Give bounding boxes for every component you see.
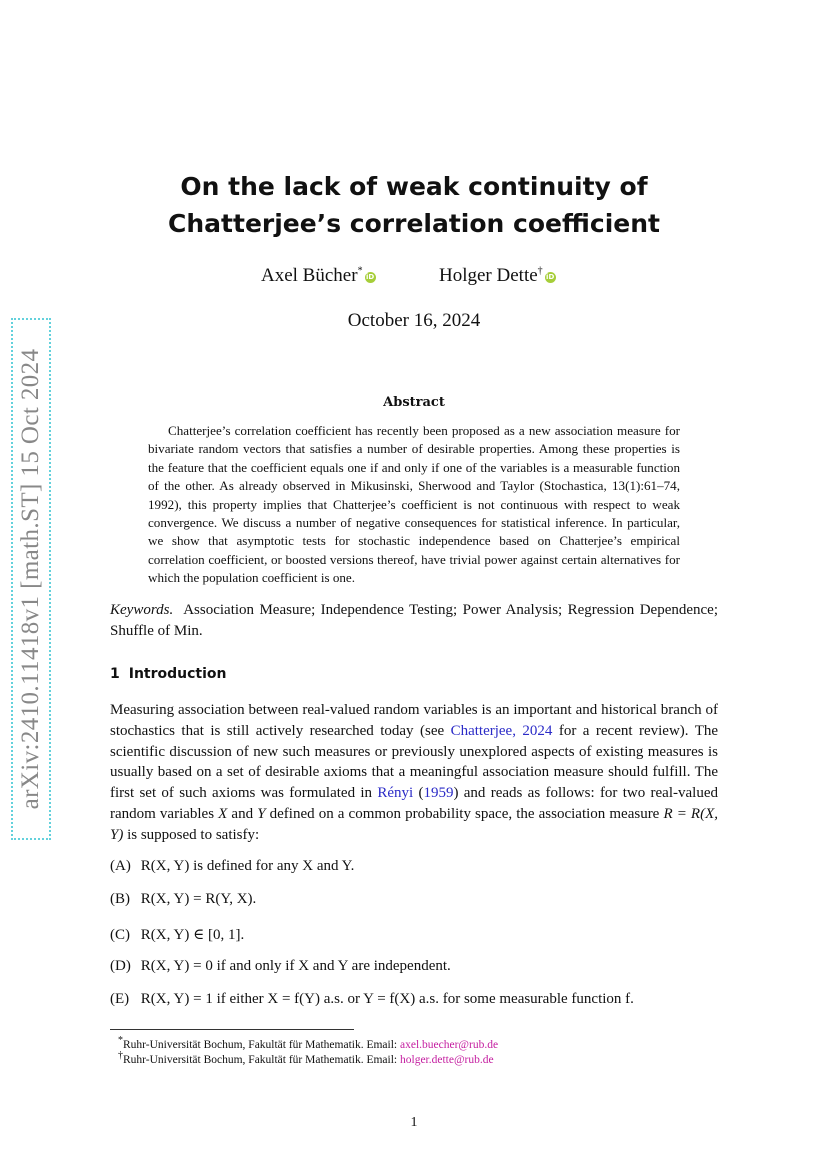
axiom-item [110,991,634,1008]
intro-text: Measuring association between real-valued random variables is an important and historical branch of stochastics that is still actively researched today (see [110,702,718,739]
intro-text: and [227,805,258,822]
page-number: 1 [410,1115,418,1130]
keywords-text: Association Measure; Independence Testing; Power Analysis; Regression Dependence; Shuffle of Min. [110,602,718,639]
axiom-text: R(X, Y) = 0 if and only if X and Y are independent. [140,958,451,974]
intro-text: defined on a common probability space, the association measure [265,805,664,822]
citation-link[interactable]: Rényi [377,785,414,802]
axiom-label: (C) [110,927,130,943]
footnote-mark: * [118,1035,123,1046]
author-name: Axel Bücher [261,265,358,286]
section-number: 1 [110,666,120,682]
axiom-label: (D) [110,958,131,974]
footnote-2 [118,1050,494,1066]
footnote-text: Ruhr-Universität Bochum, Fakultät für Mathematik. Email: [123,1053,400,1066]
orcid-icon[interactable]: iD [546,273,555,281]
intro-text: ) and reads as follows: for two real-valued random variables [110,785,718,822]
author-2 [439,265,556,287]
footnote-text: Ruhr-Universität Bochum, Fakultät für Mathematik. Email: [123,1038,400,1051]
arxiv-stamp-text: arXiv:2410.11418v1 [math.ST] 15 Oct 2024 [17,348,44,810]
abstract-text: Chatterjee’s correlation coefficient has recently been proposed as a new association measure for bivariate random vectors that satisfies a number of desirable properties. Among these properties is the feature that the coefficient equals one if and only if one of the variables is a measurable function of the other. As already observed in Mikusinski, Sherwood and Taylor (Stochastica, 13(1):61–74, 1992), this property implies that Chatterjee’s coefficient is not continuous with respect to weak convergence. We discuss a number of negative consequences for statistical inference. In particular, we show that asymptotic tests for stochastic independence based on Chatterjee’s empirical correlation coefficient, or boosted versions thereof, have trivial power against certain alternatives for which the population coefficient is one. [148,423,680,586]
author-1 [261,265,376,287]
axiom-text: R(X, Y) = 1 if either X = f(Y) a.s. or Y = f(X) a.s. for some measurable function f. [140,991,634,1007]
axiom-text: R(X, Y) is defined for any X and Y. [140,858,355,874]
citation-sep: , [512,722,523,739]
axiom-text: R(X, Y) = R(Y, X). [140,891,257,907]
citation-year-link[interactable]: 1959 [423,785,454,802]
abstract-heading: Abstract [383,395,445,410]
axiom-label: (E) [110,991,130,1007]
intro-text: for a recent review). The scientific discussion of new such measures or previously unexplored aspects of existing measures is usually based on a set of desirable axioms that a meaningful association measure should fulfill. The first set of such axioms was formulated in [110,722,719,802]
paper-title: On the lack of weak continuity of Chatterjee’s correlation coefficient [168,172,660,238]
orcid-icon[interactable]: iD [365,273,375,281]
intro-paragraph [110,700,718,846]
citation-link[interactable] [451,723,553,739]
axiom-label: (B) [110,891,130,907]
section-heading [110,666,227,682]
author-name: Holger Dette [439,265,538,286]
axiom-item [110,958,451,975]
math-equation: R = R(X, Y) [110,805,718,843]
axiom-text: R(X, Y) ∈ [0, 1]. [140,927,245,943]
axiom-item [110,925,244,944]
citation-author: Chatterjee [450,722,513,739]
citation-year: 2024 [522,722,553,739]
author-mark: * [357,265,363,277]
footnote-1 [118,1035,498,1051]
footnote-rule [110,1029,354,1030]
paper-date: October 16, 2024 [347,310,481,331]
section-title: Introduction [128,666,227,682]
author-mark: † [537,265,543,277]
footnote-mark: † [118,1050,123,1061]
email-link[interactable]: axel.buecher@rub.de [400,1038,499,1051]
keywords-label: Keywords. [110,602,174,618]
intro-text: ( [413,785,424,802]
axiom-item [110,891,256,908]
email-link[interactable]: holger.dette@rub.de [400,1053,494,1066]
axiom-label: (A) [110,858,131,874]
math-var: Y [257,805,266,822]
keywords [110,600,718,642]
intro-text: is supposed to satisfy: [123,826,260,843]
math-var: X [218,805,228,822]
axiom-item [110,858,354,875]
